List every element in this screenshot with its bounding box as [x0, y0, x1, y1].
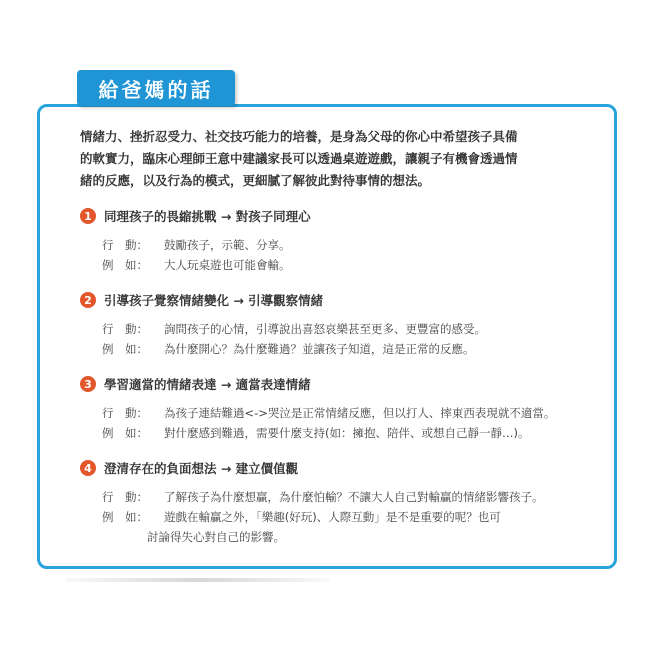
section-header	[80, 290, 610, 310]
example-text: 對什麼感到難過，需要什麼支持(如：擁抱、陪伴、或想自己靜一靜…)。	[164, 426, 530, 440]
action-label: 行 動：	[102, 406, 148, 420]
action-line	[102, 235, 610, 255]
section-title: 學習適當的情緒表達 → 適當表達情緒	[104, 377, 311, 392]
number-badge: 1	[80, 208, 96, 224]
intro-line: 情緒力、挫折忍受力、社交技巧能力的培養，是身為父母的你心中希望孩子具備	[80, 129, 518, 144]
example-continuation-line	[102, 527, 610, 547]
example-line	[102, 423, 610, 443]
section-4	[80, 458, 610, 547]
number-badge: 3	[80, 376, 96, 392]
example-text: 為什麼開心？為什麼難過？並讓孩子知道，這是正常的反應。	[164, 342, 475, 356]
action-label: 行 動：	[102, 322, 148, 336]
action-line	[102, 403, 610, 423]
number-badge: 4	[80, 460, 96, 476]
section-2	[80, 290, 610, 359]
example-line	[102, 507, 610, 527]
section-title: 同理孩子的畏縮挑戰 → 對孩子同理心	[104, 209, 311, 224]
action-text: 為孩子連結難過<->哭泣是正常情緒反應，但以打人、摔東西表現就不適當。	[164, 406, 556, 420]
action-label: 行 動：	[102, 490, 148, 504]
intro-paragraph	[80, 126, 600, 192]
action-line	[102, 487, 610, 507]
bottom-shadow-divider	[65, 578, 330, 582]
section-lines	[80, 319, 610, 359]
example-label: 例 如：	[102, 342, 148, 356]
section-header	[80, 458, 610, 478]
section-lines	[80, 403, 610, 443]
example-continuation-text: 討論得失心對自己的影響。	[147, 530, 285, 544]
header-tab	[77, 70, 235, 106]
action-text: 了解孩子為什麼想贏，為什麼怕輸？不讓大人自己對輸贏的情緒影響孩子。	[164, 490, 544, 504]
section-title: 引導孩子覺察情緒變化 → 引導觀察情緒	[104, 293, 324, 308]
example-line	[102, 339, 610, 359]
header-title: 給爸媽的話	[98, 77, 214, 102]
example-text: 大人玩桌遊也可能會輸。	[164, 258, 291, 272]
section-lines	[80, 487, 610, 547]
section-header	[80, 374, 610, 394]
action-text: 鼓勵孩子，示範、分享。	[164, 238, 291, 252]
section-header	[80, 206, 610, 226]
action-line	[102, 319, 610, 339]
intro-line: 緒的反應，以及行為的模式，更細膩了解彼此對待事情的想法。	[80, 173, 431, 188]
section-lines	[80, 235, 610, 275]
example-label: 例 如：	[102, 426, 148, 440]
example-label: 例 如：	[102, 510, 148, 524]
example-text: 遊戲在輸贏之外，「樂趣(好玩)、人際互動」是不是重要的呢？也可	[164, 510, 501, 524]
action-text: 詢問孩子的心情，引導說出喜怒哀樂甚至更多、更豐富的感受。	[164, 322, 486, 336]
section-1	[80, 206, 610, 275]
action-label: 行 動：	[102, 238, 148, 252]
example-label: 例 如：	[102, 258, 148, 272]
example-line	[102, 255, 610, 275]
intro-line: 的軟實力，臨床心理師王意中建議家長可以透過桌遊遊戲，讓親子有機會透過情	[80, 151, 518, 166]
section-title: 澄清存在的負面想法 → 建立價值觀	[104, 461, 299, 476]
number-badge: 2	[80, 292, 96, 308]
section-3	[80, 374, 610, 443]
